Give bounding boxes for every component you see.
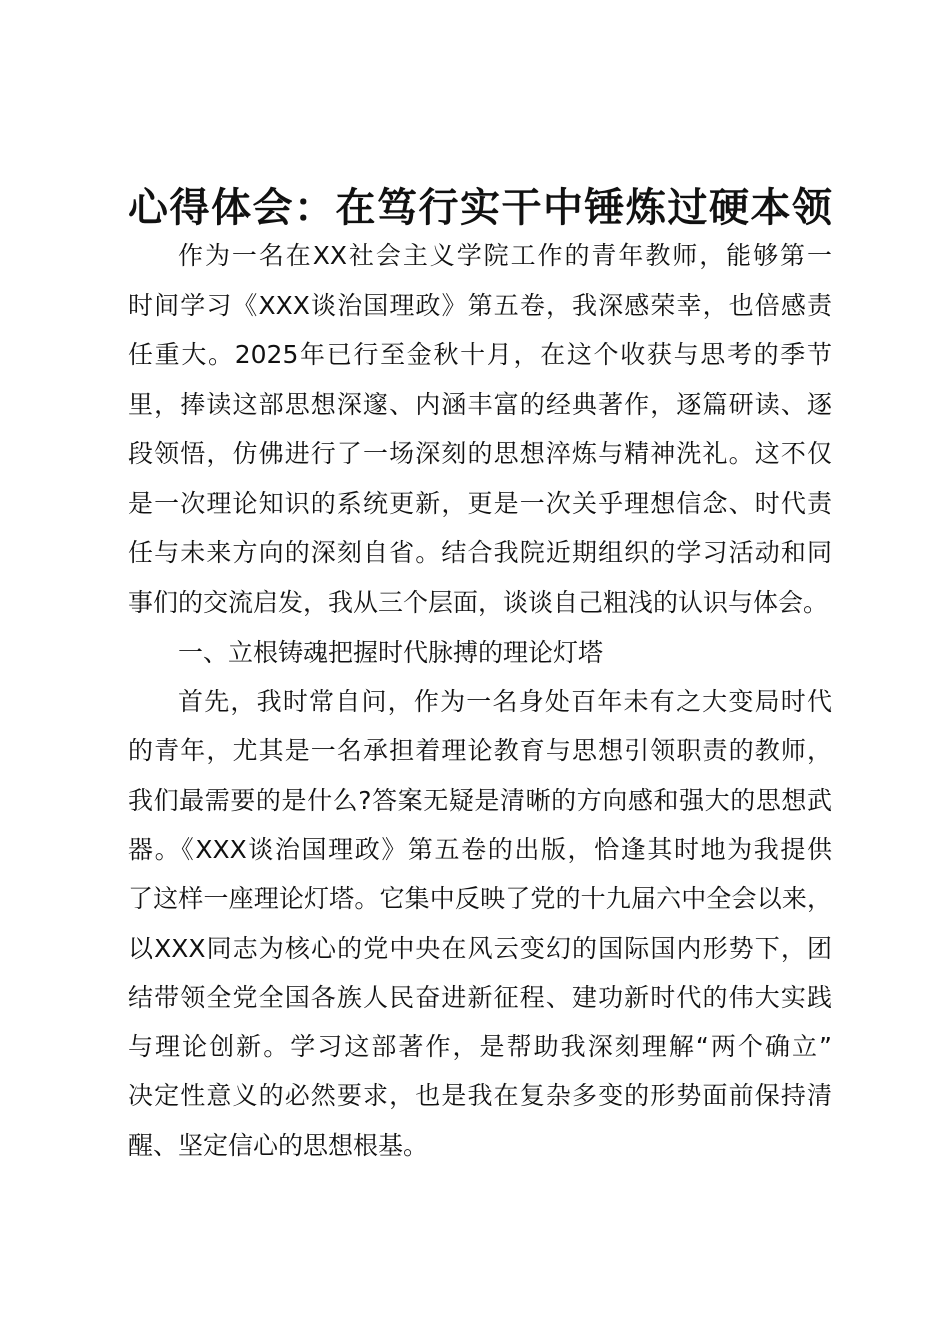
section-paragraph-line: 我们最需要的是什么?答案无疑是清晰的方向感和强大的思想武	[128, 785, 832, 815]
intro-paragraph-line: 任重大。2025年已行至金秋十月，在这个收获与思考的季节	[128, 340, 832, 369]
document-title: 心得体会：在笃行实干中锤炼过硬本领	[128, 184, 832, 231]
intro-paragraph-line: 段领悟，仿佛进行了一场深刻的思想淬炼与精神洗礼。这不仅	[128, 439, 832, 468]
section-paragraph-line: 与理论创新。学习这部著作，是帮助我深刻理解“两个确立”	[128, 1032, 832, 1062]
section-paragraph-line: 器。《XXX谈治国理政》第五卷的出版，恰逢其时地为我提供	[128, 834, 832, 864]
section-heading: 一、立根铸魂把握时代脉搏的理论灯塔	[178, 638, 604, 667]
intro-paragraph-line: 任与未来方向的深刻自省。结合我院近期组织的学习活动和同	[128, 538, 832, 567]
intro-paragraph-line: 里，捧读这部思想深邃、内涵丰富的经典著作，逐篇研读、逐	[128, 389, 832, 419]
section-paragraph-line: 决定性意义的必然要求，也是我在复杂多变的形势面前保持清	[128, 1081, 832, 1111]
intro-paragraph-line: 事们的交流启发，我从三个层面，谈谈自己粗浅的认识与体会。	[128, 587, 829, 617]
section-paragraph-line: 醒、坚定信心的思想根基。	[128, 1130, 429, 1160]
section-paragraph-line: 首先，我时常自问，作为一名身处百年未有之大变局时代	[178, 687, 832, 716]
section-paragraph-line: 以XXX同志为核心的党中央在风云变幻的国际国内形势下，团	[128, 933, 832, 963]
section-paragraph-line: 结带领全党全国各族人民奋进新征程、建功新时代的伟大实践	[128, 982, 832, 1012]
section-paragraph-line: 的青年，尤其是一名承担着理论教育与思想引领职责的教师，	[128, 736, 832, 766]
intro-paragraph-line: 是一次理论知识的系统更新，更是一次关乎理想信念、时代责	[128, 488, 832, 518]
section-paragraph-line: 了这样一座理论灯塔。它集中反映了党的十九届六中全会以来，	[128, 884, 832, 914]
intro-paragraph-line: 时间学习《XXX谈治国理政》第五卷，我深感荣幸，也倍感责	[128, 290, 832, 320]
intro-paragraph-line: 作为一名在XX社会主义学院工作的青年教师，能够第一	[178, 241, 832, 270]
